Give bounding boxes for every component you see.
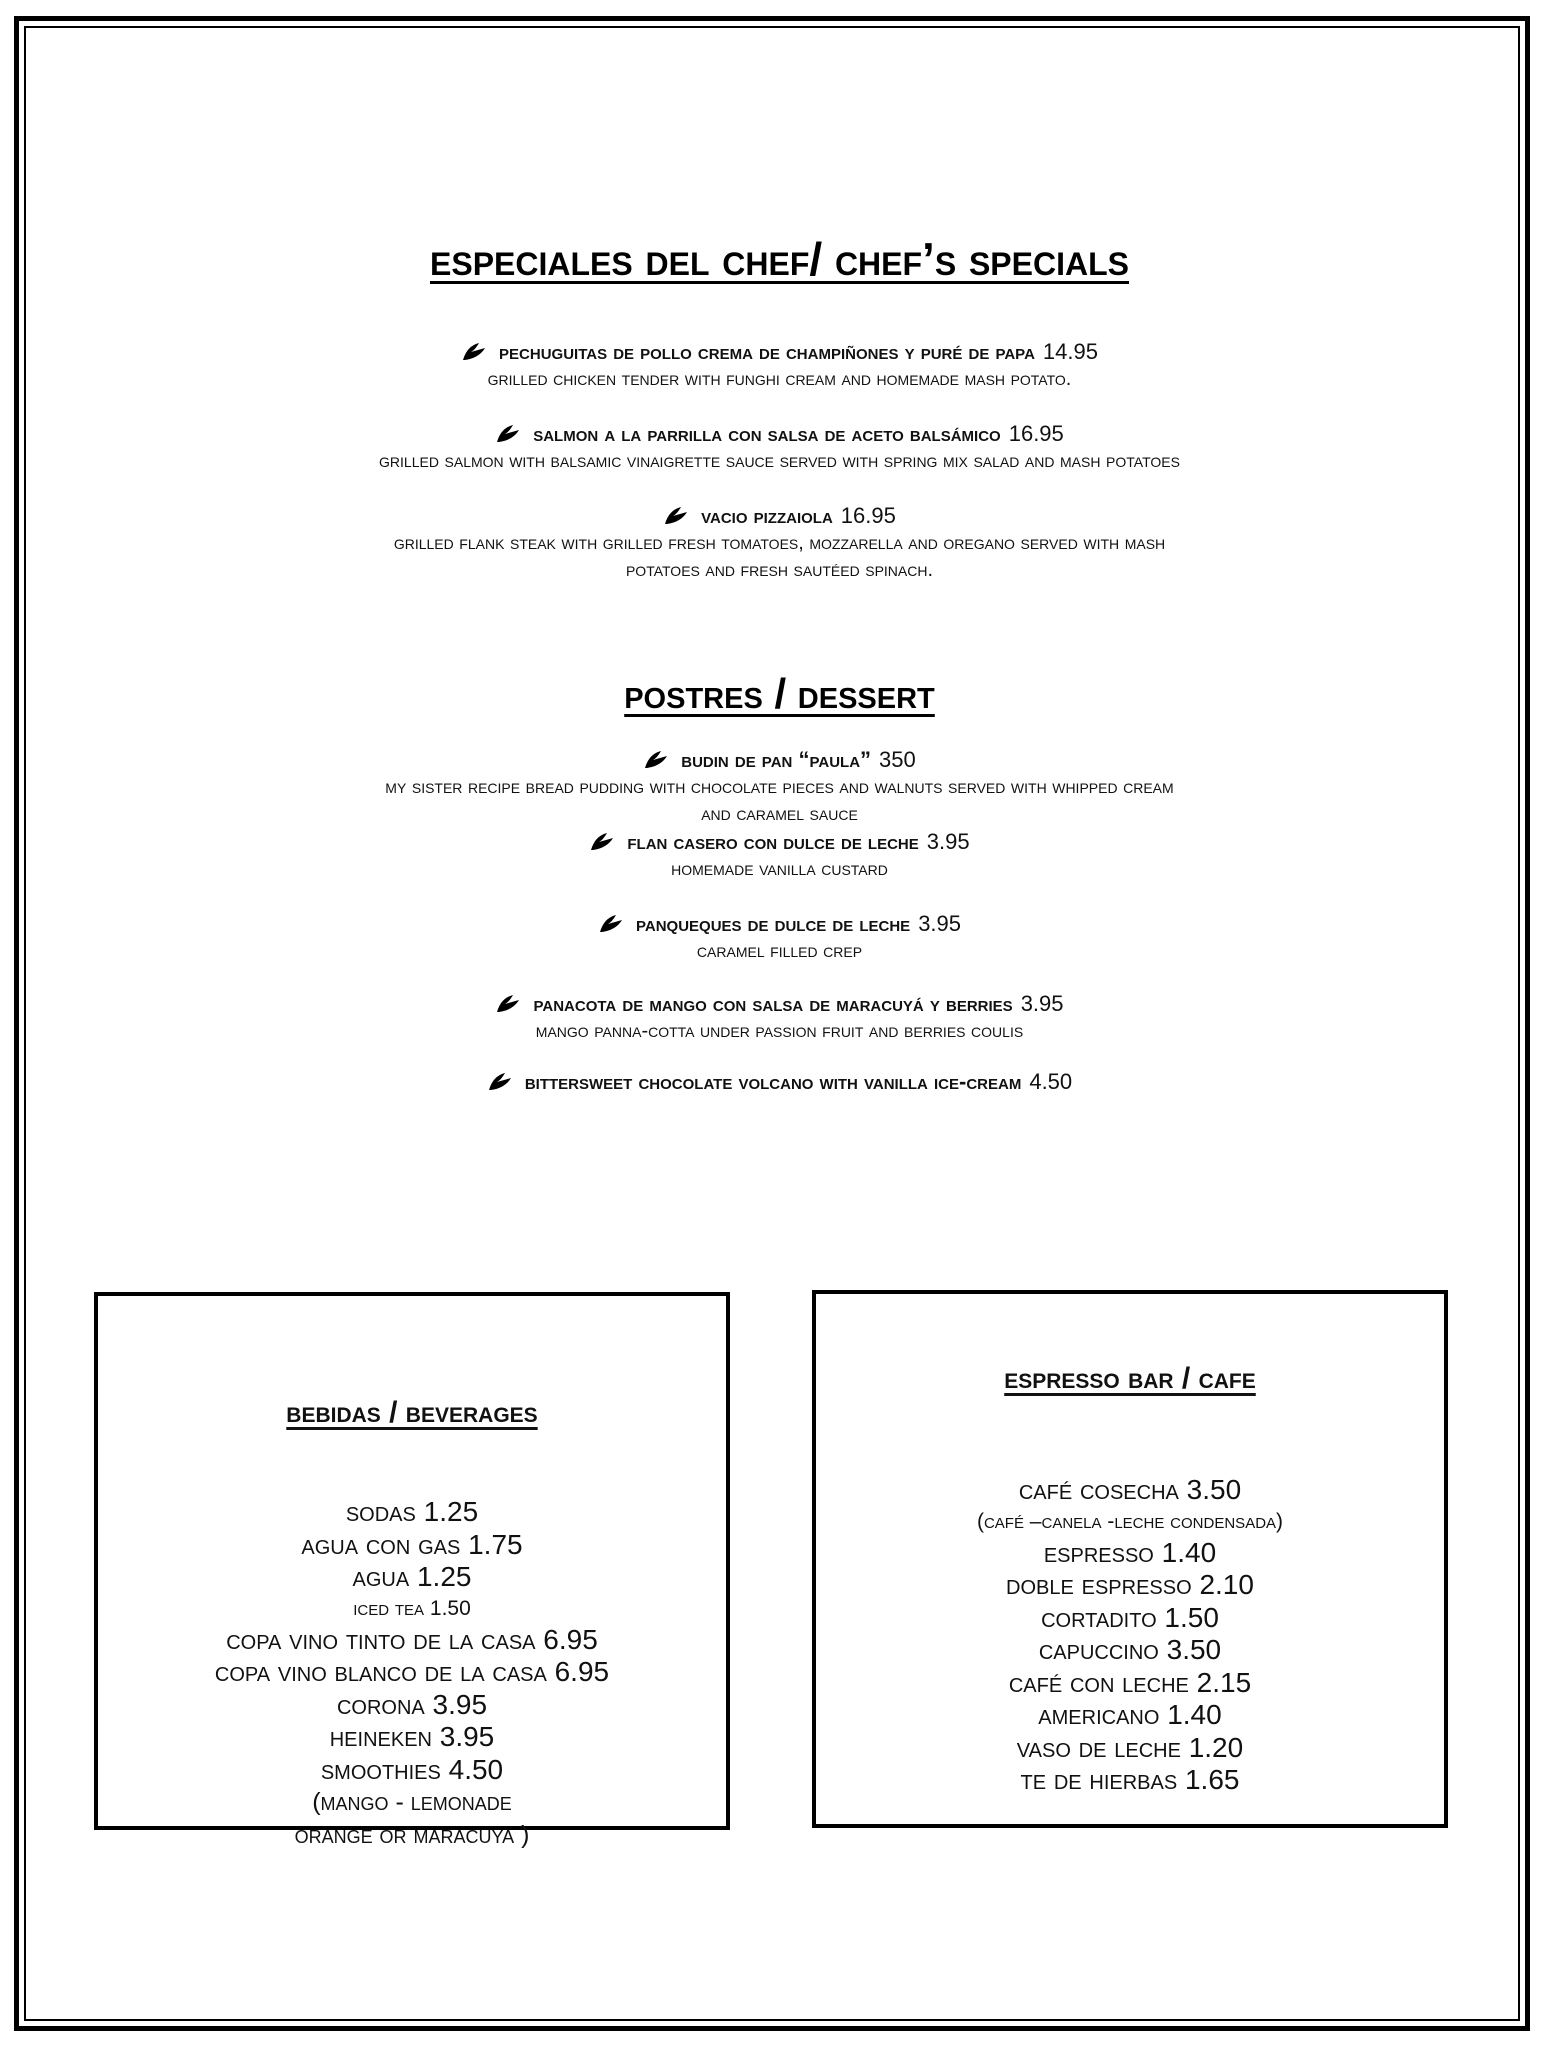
dessert-heading: postres / dessert <box>624 670 935 717</box>
list-item: espresso 1.40 <box>1043 1536 1217 1568</box>
dish-description: grilled chicken tender with funghi cream and homemade mash potato. <box>487 368 1072 390</box>
leaf-bullet-icon <box>643 748 669 770</box>
list-item: café con leche 2.15 <box>1008 1666 1252 1698</box>
dessert-price: 3.95 <box>926 829 970 854</box>
leaf-bullet-icon <box>663 504 689 526</box>
list-item: sodas 1.25 <box>345 1496 479 1527</box>
espresso-bar-heading: espresso bar / cafe <box>1004 1362 1256 1395</box>
list-item: capuccino 3.50 <box>1038 1634 1222 1665</box>
leaf-bullet-icon <box>495 422 521 444</box>
dessert-price: 3.95 <box>1020 991 1064 1016</box>
dish-description: grilled salmon with balsamic vinaigrette sauce served with spring mix salad and mash potatoes <box>379 450 1180 472</box>
dessert-description: mango panna-cotta under passion fruit and berries coulis <box>535 1020 1024 1042</box>
leaf-bullet-icon <box>461 340 487 362</box>
leaf-bullet-icon <box>487 1070 513 1092</box>
chef-specials-heading: especiales del chef/ chef’s specials <box>430 233 1129 285</box>
dessert-name: bittersweet chocolate volcano with vanilla ice-cream <box>524 1069 1022 1094</box>
dish-name: vacio pizzaiola <box>701 503 833 528</box>
dish-description: grilled flank steak with grilled fresh tomatoes, mozzarella and oregano served with mash <box>393 532 1166 554</box>
dessert-description: homemade vanilla custard <box>671 858 888 880</box>
list-item: americano 1.40 <box>1038 1699 1222 1730</box>
list-item: doble espresso 2.10 <box>1006 1569 1254 1600</box>
list-item: vaso de leche 1.20 <box>1016 1731 1244 1763</box>
list-item: orange or maracuya ) <box>294 1820 530 1849</box>
list-item: corona 3.95 <box>336 1688 488 1720</box>
leaf-bullet-icon <box>589 830 615 852</box>
chef-special-item <box>0 502 1559 584</box>
dessert-item <box>0 990 1559 1045</box>
dish-price: 16.95 <box>1008 421 1064 446</box>
dessert-price: 350 <box>879 747 916 772</box>
dish-name: pechuguitas de pollo crema de champiñones y puré de papa <box>499 339 1035 364</box>
dessert-description: caramel filled crep <box>696 940 863 962</box>
dessert-name: budin de pan “paula” <box>681 747 872 772</box>
dish-description: potatoes and fresh sautéed spinach. <box>625 559 934 581</box>
list-item: copa vino tinto de la casa 6.95 <box>226 1623 598 1655</box>
dish-price: 14.95 <box>1042 339 1098 364</box>
dessert-item <box>0 828 1559 883</box>
list-item: heineken 3.95 <box>329 1721 495 1752</box>
list-item: copa vino blanco de la casa 6.95 <box>214 1656 610 1687</box>
dessert-price: 4.50 <box>1029 1069 1073 1094</box>
dessert-item <box>0 746 1559 828</box>
list-item: smoothies 4.50 <box>320 1753 504 1785</box>
dessert-price: 3.95 <box>918 911 962 936</box>
espresso-bar-box <box>812 1290 1448 1828</box>
beverages-list <box>98 1496 726 1851</box>
dessert-name: panqueques de dulce de leche <box>635 911 911 936</box>
leaf-bullet-icon <box>598 912 624 934</box>
dessert-description: my sister recipe bread pudding with chocolate pieces and walnuts served with whipped cream <box>385 776 1174 798</box>
chef-special-item <box>0 420 1559 475</box>
espresso-bar-list <box>816 1474 1444 1797</box>
dish-price: 16.95 <box>840 503 896 528</box>
dessert-item <box>0 1068 1559 1096</box>
dessert-name: panacota de mango con salsa de maracuyá y berries <box>533 991 1013 1016</box>
leaf-bullet-icon <box>495 992 521 1014</box>
list-item: (café –canela -leche condensada) <box>976 1509 1284 1533</box>
dessert-item <box>0 910 1559 965</box>
list-item: iced tea 1.50 <box>353 1596 471 1620</box>
list-item: cortadito 1.50 <box>1041 1601 1219 1633</box>
beverages-box <box>94 1292 730 1849</box>
dessert-description: and caramel sauce <box>701 803 858 825</box>
list-item: agua con gas 1.75 <box>301 1528 523 1560</box>
list-item: te de hierbas 1.65 <box>1020 1764 1240 1795</box>
dish-name: salmon a la parrilla con salsa de aceto balsámico <box>533 421 1001 446</box>
chef-special-item <box>0 338 1559 393</box>
list-item: café cosecha 3.50 <box>1018 1474 1242 1505</box>
beverages-heading: bebidas / beverages <box>286 1396 538 1429</box>
dessert-name: flan casero con dulce de leche <box>627 829 919 854</box>
list-item: agua 1.25 <box>352 1561 472 1592</box>
list-item: (mango - lemonade <box>312 1788 512 1816</box>
